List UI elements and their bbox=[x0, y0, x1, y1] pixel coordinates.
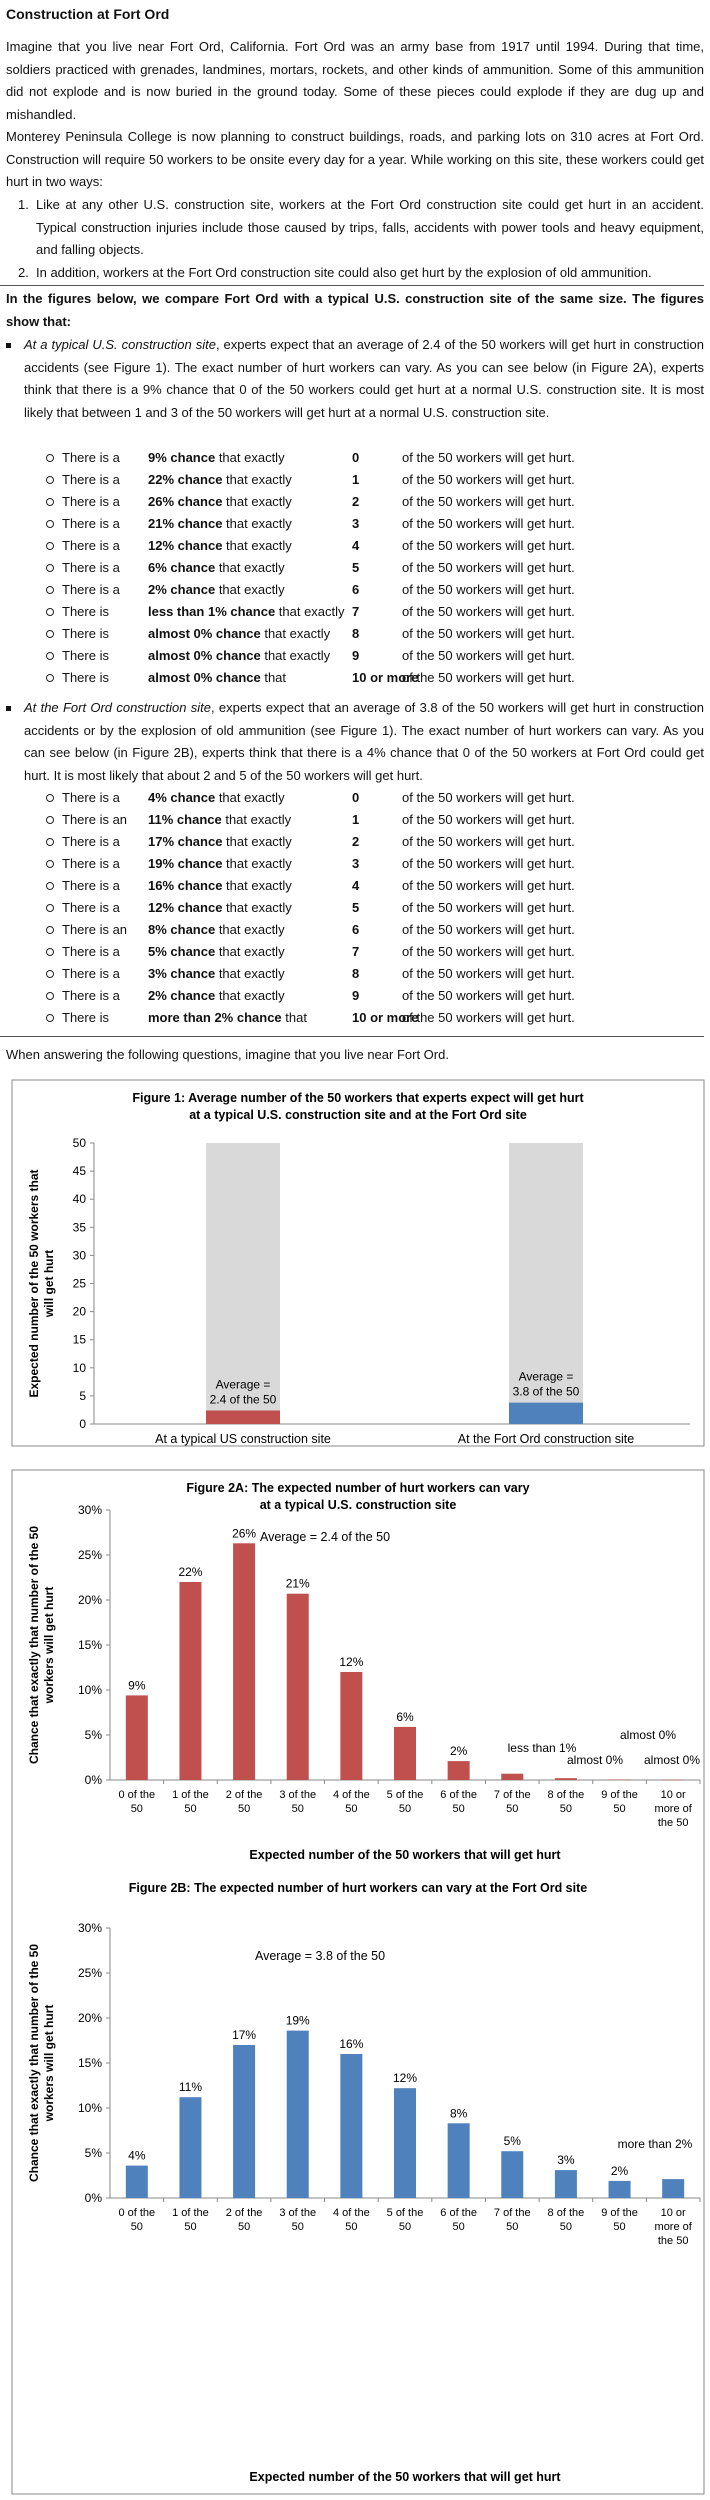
row-count: 0 bbox=[352, 450, 360, 465]
x-tick-label: 50 bbox=[452, 1803, 465, 1815]
y-tick-label: 10% bbox=[77, 2101, 102, 2115]
x-tick-label: 3 of the bbox=[279, 1789, 317, 1801]
list-item bbox=[6, 262, 704, 285]
row-suffix: of the 50 workers will get hurt. bbox=[402, 604, 575, 619]
x-tick-label: the 50 bbox=[657, 1817, 689, 1829]
row-suffix: of the 50 workers will get hurt. bbox=[402, 856, 575, 871]
y-tick-label: 25% bbox=[77, 1548, 102, 1562]
data-label: 6% bbox=[396, 1709, 414, 1724]
bar-annotation: Average = bbox=[518, 1369, 574, 1384]
fortord-site-paragraph bbox=[6, 697, 704, 787]
circle-bullet-icon bbox=[46, 816, 54, 824]
x-tick-label: 4 of the bbox=[333, 2207, 370, 2219]
y-axis-label-line: workers will get hurt bbox=[42, 1586, 56, 1704]
x-tick-label: 5 of the bbox=[386, 2207, 424, 2219]
list-item bbox=[0, 963, 704, 985]
x-tick-label: the 50 bbox=[657, 2235, 689, 2247]
y-axis-label-line: Chance that exactly that number of the 50 bbox=[27, 1943, 41, 2183]
row-chance: 5% chance that exactly bbox=[148, 944, 285, 959]
row-prefix: There is a bbox=[62, 878, 120, 893]
row-suffix: of the 50 workers will get hurt. bbox=[402, 790, 575, 805]
y-tick-label: 5 bbox=[79, 1388, 86, 1403]
row-count: 3 bbox=[352, 516, 360, 531]
x-tick-label: 50 bbox=[237, 1803, 251, 1815]
row-count: 6 bbox=[352, 922, 360, 937]
row-suffix: of the 50 workers will get hurt. bbox=[402, 582, 575, 597]
row-count: 10 or more bbox=[352, 1010, 419, 1025]
list-number: 2. bbox=[18, 264, 29, 280]
divider bbox=[0, 285, 704, 286]
row-count: 7 bbox=[352, 944, 360, 959]
row-chance: 3% chance that exactly bbox=[148, 966, 285, 981]
circle-bullet-icon bbox=[46, 608, 54, 616]
x-tick-label: 10 or bbox=[660, 2207, 686, 2219]
figure-2-chart bbox=[0, 1468, 710, 2500]
chart-title: Figure 2B: The expected number of hurt workers can vary at the Fort Ord site bbox=[128, 1881, 588, 1895]
bar bbox=[662, 2179, 684, 2198]
row-count: 2 bbox=[352, 494, 360, 509]
x-tick-label: 3 of the bbox=[279, 2207, 317, 2219]
row-prefix: There is a bbox=[62, 988, 120, 1003]
data-label: 11% bbox=[178, 2080, 203, 2095]
bar bbox=[126, 1695, 148, 1780]
page-title: Construction at Fort Ord bbox=[6, 6, 170, 22]
circle-bullet-icon bbox=[46, 674, 54, 682]
row-prefix: There is a bbox=[62, 450, 120, 465]
y-tick-label: 40 bbox=[72, 1192, 86, 1207]
bar bbox=[555, 2170, 577, 2198]
row-chance: 2% chance that exactly bbox=[148, 582, 285, 597]
typical-text: , experts expect that an average of 2.4 of the 50 workers will get hurt in construction accidents (see Figure 1). The exact number of hurt workers can vary. As you can see below (in Figure 2A), experts think that there is a 9% chance that 0 of the 50 workers could get hurt at a normal U.S. construction site. It is most likely that between 1 and 3 of the 50 workers will get hurt at a normal U.S. construction site. bbox=[24, 337, 705, 420]
circle-bullet-icon bbox=[46, 454, 54, 462]
list-item bbox=[0, 491, 704, 513]
row-chance: 12% chance that exactly bbox=[148, 900, 292, 915]
row-chance: 4% chance that exactly bbox=[148, 790, 285, 805]
y-tick-label: 15% bbox=[77, 2056, 102, 2070]
x-tick-label: 10 or bbox=[660, 1789, 686, 1801]
bar bbox=[340, 1672, 362, 1780]
data-label: 12% bbox=[392, 2071, 418, 2086]
x-tick-label: 7 of the bbox=[493, 2207, 531, 2219]
row-prefix: There is a bbox=[62, 582, 120, 597]
x-tick-label: more of bbox=[654, 1803, 692, 1815]
row-count: 7 bbox=[352, 604, 360, 619]
x-tick-label: 50 bbox=[345, 2221, 358, 2233]
bar bbox=[501, 1774, 523, 1780]
x-tick-label: 8 of the bbox=[547, 1789, 585, 1801]
data-label: 22% bbox=[178, 1565, 203, 1579]
row-chance: 17% chance that exactly bbox=[148, 834, 292, 849]
x-tick-label: At the Fort Ord construction site bbox=[457, 1432, 635, 1446]
row-suffix: of the 50 workers will get hurt. bbox=[402, 648, 575, 663]
circle-bullet-icon bbox=[46, 948, 54, 956]
row-prefix: There is a bbox=[62, 856, 120, 871]
row-suffix: of the 50 workers will get hurt. bbox=[402, 560, 575, 575]
x-tick-label: 50 bbox=[506, 1803, 519, 1815]
typical-site-paragraph bbox=[6, 334, 704, 424]
y-tick-label: 15 bbox=[72, 1332, 86, 1347]
row-prefix: There is a bbox=[62, 538, 120, 553]
list-item bbox=[0, 623, 704, 645]
list-item bbox=[0, 809, 704, 831]
y-tick-label: 0% bbox=[84, 1773, 102, 1787]
data-label: 5% bbox=[503, 2134, 521, 2149]
row-prefix: There is an bbox=[62, 922, 128, 937]
row-prefix: There is bbox=[62, 626, 109, 641]
x-tick-label: 1 of the bbox=[172, 1789, 209, 1801]
row-chance: 9% chance that exactly bbox=[148, 450, 285, 465]
x-tick-label: 50 bbox=[130, 2221, 143, 2233]
list-item bbox=[0, 447, 704, 469]
list-item bbox=[0, 985, 704, 1007]
data-label: 3% bbox=[557, 2153, 575, 2168]
data-label: 2% bbox=[449, 1744, 468, 1759]
row-prefix: There is a bbox=[62, 516, 120, 531]
data-label: 4% bbox=[128, 2148, 146, 2163]
y-tick-label: 15% bbox=[77, 1638, 102, 1652]
row-count: 3 bbox=[352, 856, 360, 871]
bar bbox=[340, 2054, 362, 2198]
x-tick-label: 2 of the bbox=[225, 2207, 263, 2219]
data-label: almost 0% bbox=[619, 1728, 677, 1742]
row-chance: 8% chance that exactly bbox=[148, 922, 285, 937]
x-axis-label: Expected number of the 50 workers that will get hurt bbox=[249, 2470, 561, 2484]
row-suffix: of the 50 workers will get hurt. bbox=[402, 878, 575, 893]
chart-annotation: Average = 2.4 of the 50 bbox=[259, 1530, 391, 1544]
row-prefix: There is a bbox=[62, 472, 120, 487]
row-prefix: There is a bbox=[62, 790, 120, 805]
data-label: almost 0% bbox=[643, 1753, 701, 1767]
list-item bbox=[6, 194, 704, 262]
list-item bbox=[0, 897, 704, 919]
y-tick-label: 20% bbox=[77, 2011, 102, 2025]
chart-frame bbox=[12, 1080, 704, 1446]
row-suffix: of the 50 workers will get hurt. bbox=[402, 812, 575, 827]
bar bbox=[287, 1594, 309, 1780]
circle-bullet-icon bbox=[46, 586, 54, 594]
bar bbox=[233, 1543, 255, 1780]
row-chance: almost 0% chance that exactly bbox=[148, 648, 331, 663]
row-chance: 21% chance that exactly bbox=[148, 516, 292, 531]
chart-title: Figure 1: Average number of the 50 workers that experts expect will get hurt bbox=[132, 1091, 584, 1105]
fortord-chance-list bbox=[0, 787, 704, 1029]
x-tick-label: 9 of the bbox=[601, 2207, 638, 2219]
list-item bbox=[0, 601, 704, 623]
y-tick-label: 30 bbox=[72, 1248, 86, 1263]
row-chance: more than 2% chance that bbox=[148, 1010, 307, 1025]
x-tick-label: 50 bbox=[345, 1803, 358, 1815]
row-suffix: of the 50 workers will get hurt. bbox=[402, 538, 575, 553]
row-chance: almost 0% chance that bbox=[148, 670, 287, 685]
x-tick-label: 50 bbox=[398, 2221, 412, 2233]
circle-bullet-icon bbox=[46, 542, 54, 550]
chart-title: Figure 2A: The expected number of hurt workers can vary bbox=[186, 1481, 530, 1495]
row-suffix: of the 50 workers will get hurt. bbox=[402, 450, 575, 465]
row-suffix: of the 50 workers will get hurt. bbox=[402, 900, 575, 915]
circle-bullet-icon bbox=[46, 794, 54, 802]
row-suffix: of the 50 workers will get hurt. bbox=[402, 1010, 575, 1025]
bar bbox=[609, 2181, 631, 2198]
row-suffix: of the 50 workers will get hurt. bbox=[402, 516, 575, 531]
circle-bullet-icon bbox=[46, 992, 54, 1000]
bar bbox=[233, 2045, 255, 2198]
row-count: 10 or more bbox=[352, 670, 419, 685]
x-tick-label: 6 of the bbox=[440, 2207, 477, 2219]
circle-bullet-icon bbox=[46, 926, 54, 934]
data-label: less than 1% bbox=[507, 1741, 577, 1755]
y-axis-label-line: will get hurt bbox=[42, 1249, 56, 1318]
list-item bbox=[0, 941, 704, 963]
y-tick-label: 45 bbox=[72, 1164, 86, 1179]
y-tick-label: 25 bbox=[72, 1276, 86, 1291]
row-count: 0 bbox=[352, 790, 360, 805]
y-tick-label: 30% bbox=[77, 1503, 102, 1517]
row-count: 6 bbox=[352, 582, 360, 597]
list-text: In addition, workers at the Fort Ord construction site could also get hurt by the explosion of old ammunition. bbox=[36, 264, 652, 280]
data-label: 2% bbox=[610, 2163, 629, 2178]
row-suffix: of the 50 workers will get hurt. bbox=[402, 966, 575, 981]
list-number: 1. bbox=[18, 197, 29, 212]
bar bbox=[448, 1761, 470, 1780]
row-suffix: of the 50 workers will get hurt. bbox=[402, 944, 575, 959]
row-chance: less than 1% chance that exactly bbox=[148, 604, 345, 619]
y-tick-label: 35 bbox=[72, 1220, 86, 1235]
x-tick-label: 50 bbox=[559, 1803, 573, 1815]
list-item bbox=[0, 557, 704, 579]
row-prefix: There is bbox=[62, 604, 109, 619]
row-prefix: There is bbox=[62, 648, 109, 663]
row-count: 9 bbox=[352, 988, 360, 1003]
square-bullet-icon bbox=[6, 343, 11, 348]
bar bbox=[394, 2088, 416, 2198]
row-suffix: of the 50 workers will get hurt. bbox=[402, 472, 575, 487]
circle-bullet-icon bbox=[46, 970, 54, 978]
list-item bbox=[0, 513, 704, 535]
y-tick-label: 10% bbox=[77, 1683, 102, 1697]
x-tick-label: more of bbox=[654, 2221, 692, 2233]
list-item bbox=[0, 579, 704, 601]
row-prefix: There is an bbox=[62, 812, 128, 827]
x-tick-label: 50 bbox=[452, 2221, 465, 2233]
row-chance: almost 0% chance that exactly bbox=[148, 626, 331, 641]
list-item bbox=[0, 667, 704, 689]
list-item bbox=[0, 853, 704, 875]
y-tick-label: 20 bbox=[72, 1304, 86, 1319]
row-count: 5 bbox=[352, 900, 360, 915]
row-chance: 6% chance that exactly bbox=[148, 560, 285, 575]
instruction-text: When answering the following questions, imagine that you live near Fort Ord. bbox=[6, 1047, 449, 1062]
bar bbox=[287, 2031, 309, 2198]
data-label: almost 0% bbox=[566, 1753, 624, 1767]
x-tick-label: 0 of the bbox=[118, 1789, 156, 1801]
circle-bullet-icon bbox=[46, 498, 54, 506]
x-tick-label: 9 of the bbox=[601, 1789, 638, 1801]
row-suffix: of the 50 workers will get hurt. bbox=[402, 494, 575, 509]
x-tick-label: 50 bbox=[613, 2221, 626, 2233]
bar bbox=[394, 1727, 416, 1780]
x-tick-label: At a typical US construction site bbox=[155, 1432, 331, 1446]
y-tick-label: 50 bbox=[72, 1136, 86, 1150]
row-prefix: There is bbox=[62, 670, 109, 685]
x-tick-label: 50 bbox=[398, 1803, 412, 1815]
row-chance: 2% chance that exactly bbox=[148, 988, 285, 1003]
list-item bbox=[0, 535, 704, 557]
row-prefix: There is bbox=[62, 1010, 109, 1025]
data-label: 17% bbox=[232, 2028, 257, 2042]
intro-paragraph-1: Imagine that you live near Fort Ord, California. Fort Ord was an army base from 1917 until 1994. During that time, soldiers practiced with grenades, landmines, mortars, rockets, and other kinds of ammunition. Some of this ammunition did not explode and is now buried in the ground today. Some of these pieces could explode if they are dug up and mishandled. bbox=[6, 39, 704, 122]
list-item bbox=[0, 787, 704, 809]
row-count: 4 bbox=[352, 538, 360, 553]
y-tick-label: 5% bbox=[84, 2146, 102, 2160]
x-tick-label: 50 bbox=[184, 1803, 197, 1815]
x-tick-label: 1 of the bbox=[172, 2207, 209, 2219]
chart-title: at a typical U.S. construction site and at the Fort Ord site bbox=[189, 1108, 527, 1122]
x-tick-label: 6 of the bbox=[440, 1789, 477, 1801]
y-tick-label: 5% bbox=[84, 1728, 102, 1742]
circle-bullet-icon bbox=[46, 652, 54, 660]
x-tick-label: 50 bbox=[613, 1803, 626, 1815]
x-axis-label: Expected number of the 50 workers that will get hurt bbox=[249, 1848, 561, 1862]
bar bbox=[448, 2123, 470, 2198]
circle-bullet-icon bbox=[46, 520, 54, 528]
row-prefix: There is a bbox=[62, 944, 120, 959]
circle-bullet-icon bbox=[46, 904, 54, 912]
bar-annotation: Average = bbox=[215, 1377, 271, 1392]
circle-bullet-icon bbox=[46, 476, 54, 484]
chart-title: at a typical U.S. construction site bbox=[259, 1498, 457, 1512]
row-count: 8 bbox=[352, 966, 360, 981]
row-count: 1 bbox=[352, 472, 360, 487]
y-tick-label: 0% bbox=[84, 2191, 102, 2205]
y-axis-label-line: Expected number of the 50 workers that bbox=[27, 1169, 41, 1398]
x-tick-label: 4 of the bbox=[333, 1789, 370, 1801]
typical-lead: At a typical U.S. construction site bbox=[24, 337, 216, 352]
square-bullet-icon bbox=[6, 706, 11, 711]
circle-bullet-icon bbox=[46, 1014, 54, 1022]
bar bbox=[501, 2151, 523, 2198]
chart-annotation: Average = 3.8 of the 50 bbox=[254, 1949, 386, 1963]
bar-annotation: 2.4 of the 50 bbox=[209, 1392, 277, 1407]
bar bbox=[206, 1411, 280, 1424]
list-item bbox=[0, 875, 704, 897]
data-label: more than 2% bbox=[617, 2137, 693, 2151]
y-tick-label: 30% bbox=[77, 1921, 102, 1935]
y-tick-label: 0 bbox=[79, 1417, 86, 1431]
circle-bullet-icon bbox=[46, 860, 54, 868]
x-tick-label: 2 of the bbox=[225, 1789, 263, 1801]
x-tick-label: 50 bbox=[130, 1803, 143, 1815]
list-text: Like at any other U.S. construction site, workers at the Fort Ord construction site could get hurt in an accident. Typical construction injuries include those caused by trips, falls, accidents with power tools and heavy equipment, and falling objects. bbox=[36, 197, 704, 257]
fortord-lead: At the Fort Ord construction site bbox=[24, 700, 211, 715]
y-axis-label-line: Chance that exactly that number of the 50 bbox=[27, 1525, 41, 1765]
row-chance: 22% chance that exactly bbox=[148, 472, 292, 487]
compare-heading: In the figures below, we compare Fort Ord with a typical U.S. construction site of the same size. The figures show that: bbox=[6, 291, 704, 329]
row-chance: 12% chance that exactly bbox=[148, 538, 292, 553]
x-tick-label: 50 bbox=[237, 2221, 251, 2233]
data-label: 9% bbox=[128, 1678, 146, 1693]
row-prefix: There is a bbox=[62, 966, 120, 981]
data-label: 21% bbox=[285, 1576, 310, 1591]
row-chance: 26% chance that exactly bbox=[148, 494, 292, 509]
intro-paragraph-2: Monterey Peninsula College is now planning to construct buildings, roads, and parking lots on 310 acres at Fort Ord. Construction will require 50 workers to be onsite every day for a year. While working on this site, these workers could get hurt in two ways: bbox=[6, 129, 704, 189]
data-label: 12% bbox=[339, 1655, 364, 1669]
x-tick-label: 7 of the bbox=[493, 1789, 531, 1801]
bar bbox=[662, 1780, 684, 1781]
data-label: 26% bbox=[232, 1526, 257, 1541]
data-label: 8% bbox=[449, 2106, 468, 2121]
row-count: 5 bbox=[352, 560, 360, 575]
row-prefix: There is a bbox=[62, 900, 120, 915]
x-tick-label: 0 of the bbox=[118, 2207, 156, 2219]
row-count: 4 bbox=[352, 878, 360, 893]
circle-bullet-icon bbox=[46, 630, 54, 638]
bar bbox=[555, 1778, 577, 1780]
list-item bbox=[0, 469, 704, 491]
row-chance: 16% chance that exactly bbox=[148, 878, 292, 893]
bar bbox=[179, 2097, 201, 2198]
row-suffix: of the 50 workers will get hurt. bbox=[402, 670, 575, 685]
row-prefix: There is a bbox=[62, 494, 120, 509]
x-tick-label: 5 of the bbox=[386, 1789, 424, 1801]
x-tick-label: 50 bbox=[291, 1803, 304, 1815]
row-chance: 11% chance that exactly bbox=[148, 812, 292, 827]
row-suffix: of the 50 workers will get hurt. bbox=[402, 922, 575, 937]
y-axis-label-line: workers will get hurt bbox=[42, 2004, 56, 2122]
row-count: 1 bbox=[352, 812, 360, 827]
bar-annotation: 3.8 of the 50 bbox=[512, 1384, 580, 1399]
ways-list bbox=[6, 194, 704, 284]
list-item bbox=[0, 919, 704, 941]
row-count: 9 bbox=[352, 648, 360, 663]
bar bbox=[509, 1403, 583, 1424]
list-item bbox=[0, 1007, 704, 1029]
bar bbox=[609, 1780, 631, 1781]
circle-bullet-icon bbox=[46, 838, 54, 846]
bar bbox=[179, 1582, 201, 1780]
list-item bbox=[0, 645, 704, 667]
y-tick-label: 25% bbox=[77, 1966, 102, 1980]
row-suffix: of the 50 workers will get hurt. bbox=[402, 626, 575, 641]
x-tick-label: 50 bbox=[184, 2221, 197, 2233]
x-tick-label: 8 of the bbox=[547, 2207, 585, 2219]
row-count: 2 bbox=[352, 834, 360, 849]
bar bbox=[126, 2166, 148, 2198]
data-label: 19% bbox=[285, 2013, 310, 2028]
x-tick-label: 50 bbox=[559, 2221, 573, 2233]
row-prefix: There is a bbox=[62, 560, 120, 575]
circle-bullet-icon bbox=[46, 882, 54, 890]
x-tick-label: 50 bbox=[506, 2221, 519, 2233]
row-suffix: of the 50 workers will get hurt. bbox=[402, 834, 575, 849]
row-chance: 19% chance that exactly bbox=[148, 856, 292, 871]
x-tick-label: 50 bbox=[291, 2221, 304, 2233]
typical-chance-list bbox=[0, 447, 704, 689]
list-item bbox=[0, 831, 704, 853]
y-tick-label: 20% bbox=[77, 1593, 102, 1607]
y-tick-label: 10 bbox=[72, 1360, 86, 1375]
figure-1-chart bbox=[0, 1078, 710, 1458]
data-label: 16% bbox=[339, 2037, 364, 2051]
row-suffix: of the 50 workers will get hurt. bbox=[402, 988, 575, 1003]
fortord-text: , experts expect that an average of 3.8 of the 50 workers will get hurt in construction accidents or by the explosion of old ammunition (see Figure 1). The exact number of hurt workers can vary. As you can see below (in Figure 2B), experts think that there is a 4% chance that 0 of the 50 workers at Fort Ord could get hurt. It is most likely that about 2 and 5 of the 50 workers will get hurt. bbox=[24, 700, 704, 783]
row-prefix: There is a bbox=[62, 834, 120, 849]
row-count: 8 bbox=[352, 626, 360, 641]
divider bbox=[0, 1036, 704, 1037]
circle-bullet-icon bbox=[46, 564, 54, 572]
chart-frame bbox=[12, 1470, 704, 2494]
